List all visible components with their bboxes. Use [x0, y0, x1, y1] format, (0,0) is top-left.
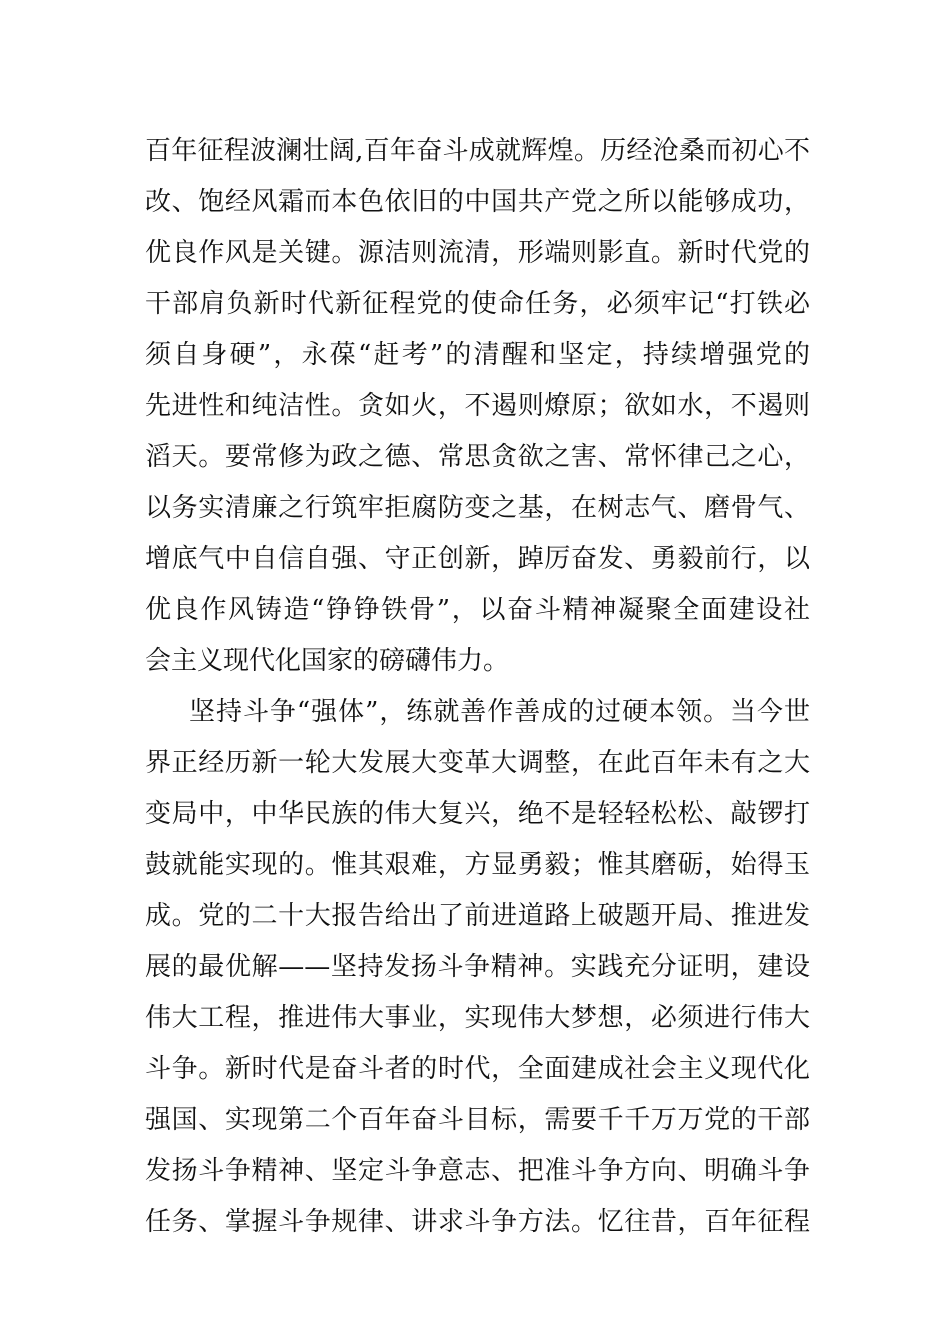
paragraph-1-line-3: 优良作风是关键。源洁则流清，形端则影直。新时代党的: [145, 238, 810, 268]
paragraph-1-line-5: 须自身硬”，永葆“赶考”的清醒和坚定，持续增强党的: [145, 340, 810, 370]
paragraph-1-line-6: 先进性和纯洁性。贪如火，不遏则燎原；欲如水，不遏则: [145, 391, 810, 421]
paragraph-2-line-10: 发扬斗争精神、坚定斗争意志、把准斗争方向、明确斗争: [145, 1156, 810, 1186]
paragraph-2-line-5: 成。党的二十大报告给出了前进道路上破题开局、推进发: [145, 901, 810, 931]
paragraph-1-line-1: 百年征程波澜壮阔,百年奋斗成就辉煌。历经沧桑而初心不: [145, 136, 810, 166]
paragraph-2-line-9: 强国、实现第二个百年奋斗目标，需要千千万万党的干部: [145, 1105, 810, 1135]
paragraph-2-line-3: 变局中，中华民族的伟大复兴，绝不是轻轻松松、敲锣打: [145, 799, 810, 829]
paragraph-1-line-8: 以务实清廉之行筑牢拒腐防变之基，在树志气、磨骨气、: [145, 493, 810, 523]
paragraph-2-line-1: 坚持斗争“强体”，练就善作善成的过硬本领。当今世: [189, 697, 810, 727]
paragraph-2-line-11: 任务、掌握斗争规律、讲求斗争方法。忆往昔，百年征程: [145, 1207, 810, 1237]
paragraph-1-line-4: 干部肩负新时代新征程党的使命任务，必须牢记“打铁必: [145, 289, 810, 319]
paragraph-2-line-6: 展的最优解——坚持发扬斗争精神。实践充分证明，建设: [145, 952, 810, 982]
paragraph-1-line-7: 滔天。要常修为政之德、常思贪欲之害、常怀律己之心，: [145, 442, 810, 472]
paragraph-2-line-8: 斗争。新时代是奋斗者的时代，全面建成社会主义现代化: [145, 1054, 810, 1084]
body-text: [145, 126, 810, 1248]
paragraph-2-line-4: 鼓就能实现的。惟其艰难，方显勇毅；惟其磨砺，始得玉: [145, 850, 810, 880]
paragraph-2-line-7: 伟大工程，推进伟大事业，实现伟大梦想，必须进行伟大: [145, 1003, 810, 1033]
paragraph-1-line-2: 改、饱经风霜而本色依旧的中国共产党之所以能够成功，: [145, 187, 810, 217]
paragraph-1-line-10: 优良作风铸造“铮铮铁骨”，以奋斗精神凝聚全面建设社: [145, 595, 810, 625]
paragraph-2-line-2: 界正经历新一轮大发展大变革大调整，在此百年未有之大: [145, 748, 810, 778]
paragraph-1-line-11: 会主义现代化国家的磅礴伟力。: [145, 646, 510, 676]
paragraph-1-line-9: 增底气中自信自强、守正创新，踔厉奋发、勇毅前行，以: [145, 544, 810, 574]
